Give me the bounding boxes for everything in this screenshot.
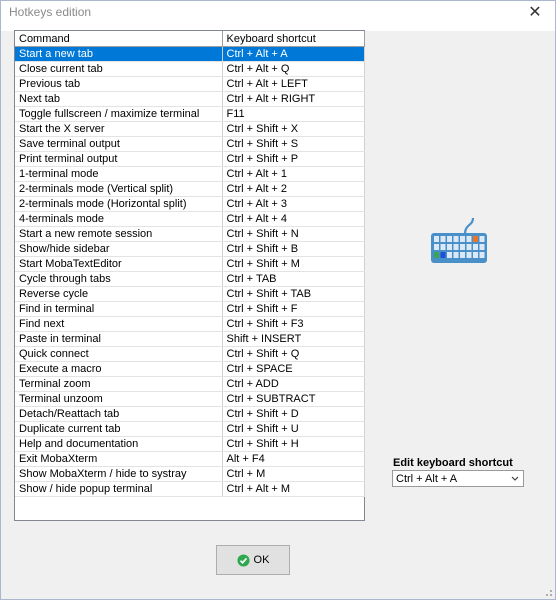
table-row[interactable]	[15, 452, 364, 467]
command-cell: Find in terminal	[15, 302, 222, 317]
window-title: Hotkeys edition	[9, 5, 92, 19]
table-row[interactable]	[15, 47, 364, 62]
shortcut-cell: Ctrl + Shift + P	[222, 152, 364, 167]
shortcut-cell: Ctrl + M	[222, 467, 364, 482]
resize-grip-icon[interactable]	[543, 587, 553, 597]
shortcut-cell: Ctrl + ADD	[222, 377, 364, 392]
shortcut-cell: Ctrl + Shift + H	[222, 437, 364, 452]
command-cell: Next tab	[15, 92, 222, 107]
command-cell: Cycle through tabs	[15, 272, 222, 287]
table-row[interactable]	[15, 317, 364, 332]
table-row[interactable]	[15, 422, 364, 437]
command-cell: Show MobaXterm / hide to systray	[15, 467, 222, 482]
table-row[interactable]	[15, 437, 364, 452]
table-row[interactable]	[15, 77, 364, 92]
table-row[interactable]	[15, 332, 364, 347]
command-cell: Save terminal output	[15, 137, 222, 152]
table-row[interactable]	[15, 482, 364, 497]
table-row[interactable]	[15, 272, 364, 287]
table-body	[15, 47, 364, 497]
shortcut-cell: Ctrl + Shift + S	[222, 137, 364, 152]
table-row[interactable]	[15, 182, 364, 197]
command-cell: Terminal zoom	[15, 377, 222, 392]
hotkeys-table[interactable]	[14, 30, 365, 521]
shortcut-cell: Ctrl + SPACE	[222, 362, 364, 377]
shortcut-cell: Ctrl + Alt + M	[222, 482, 364, 497]
command-cell: Toggle fullscreen / maximize terminal	[15, 107, 222, 122]
shortcut-cell: Ctrl + Shift + Q	[222, 347, 364, 362]
command-cell: Paste in terminal	[15, 332, 222, 347]
command-cell: Start the X server	[15, 122, 222, 137]
command-cell: Show/hide sidebar	[15, 242, 222, 257]
command-cell: Show / hide popup terminal	[15, 482, 222, 497]
table-row[interactable]	[15, 467, 364, 482]
column-header-shortcut[interactable]: Keyboard shortcut	[222, 31, 364, 47]
ok-button[interactable]	[216, 545, 290, 575]
command-cell: Execute a macro	[15, 362, 222, 377]
check-circle-icon	[237, 554, 250, 567]
shortcut-cell: Ctrl + Shift + U	[222, 422, 364, 437]
shortcut-cell: Ctrl + Shift + B	[222, 242, 364, 257]
table-header	[15, 31, 364, 47]
command-cell: Reverse cycle	[15, 287, 222, 302]
command-cell: Duplicate current tab	[15, 422, 222, 437]
table-row[interactable]	[15, 377, 364, 392]
table-row[interactable]	[15, 227, 364, 242]
shortcut-cell: Ctrl + Alt + 3	[222, 197, 364, 212]
shortcut-cell: Alt + F4	[222, 452, 364, 467]
shortcut-dropdown[interactable]	[392, 470, 524, 487]
table-row[interactable]	[15, 167, 364, 182]
command-cell: Detach/Reattach tab	[15, 407, 222, 422]
table-row[interactable]	[15, 347, 364, 362]
command-cell: 2-terminals mode (Vertical split)	[15, 182, 222, 197]
shortcut-cell: Ctrl + Alt + 4	[222, 212, 364, 227]
close-icon: ✕	[528, 4, 542, 21]
table-row[interactable]	[15, 197, 364, 212]
shortcut-cell: Ctrl + Alt + Q	[222, 62, 364, 77]
shortcut-cell: Ctrl + Shift + X	[222, 122, 364, 137]
command-cell: Start MobaTextEditor	[15, 257, 222, 272]
shortcut-cell: Ctrl + Shift + M	[222, 257, 364, 272]
command-cell: Previous tab	[15, 77, 222, 92]
shortcut-cell: F11	[222, 107, 364, 122]
table-row[interactable]	[15, 62, 364, 77]
command-cell: Print terminal output	[15, 152, 222, 167]
keyboard-icon	[429, 216, 489, 266]
command-cell: 4-terminals mode	[15, 212, 222, 227]
table-row[interactable]	[15, 287, 364, 302]
shortcut-cell: Ctrl + Shift + N	[222, 227, 364, 242]
shortcut-cell: Ctrl + Alt + RIGHT	[222, 92, 364, 107]
ok-label: OK	[253, 554, 270, 566]
shortcut-cell: Ctrl + TAB	[222, 272, 364, 287]
shortcut-cell: Ctrl + Alt + A	[222, 47, 364, 62]
table-row[interactable]	[15, 242, 364, 257]
shortcut-cell: Ctrl + Alt + 1	[222, 167, 364, 182]
command-cell: Start a new tab	[15, 47, 222, 62]
command-cell: 1-terminal mode	[15, 167, 222, 182]
shortcut-cell: Ctrl + Shift + D	[222, 407, 364, 422]
column-header-command[interactable]: Command	[15, 31, 222, 47]
table-row[interactable]	[15, 302, 364, 317]
chevron-down-icon	[510, 471, 520, 486]
close-button[interactable]	[515, 1, 555, 23]
table-row[interactable]	[15, 407, 364, 422]
command-cell: Find next	[15, 317, 222, 332]
command-cell: Close current tab	[15, 62, 222, 77]
table-row[interactable]	[15, 137, 364, 152]
command-cell: Quick connect	[15, 347, 222, 362]
table-row[interactable]	[15, 122, 364, 137]
command-cell: Terminal unzoom	[15, 392, 222, 407]
table-row[interactable]	[15, 92, 364, 107]
command-cell: Exit MobaXterm	[15, 452, 222, 467]
shortcut-cell: Ctrl + Alt + LEFT	[222, 77, 364, 92]
command-cell: 2-terminals mode (Horizontal split)	[15, 197, 222, 212]
shortcut-cell: Ctrl + Alt + 2	[222, 182, 364, 197]
shortcut-cell: Ctrl + Shift + TAB	[222, 287, 364, 302]
title-bar	[1, 1, 555, 31]
table-row[interactable]	[15, 362, 364, 377]
shortcut-dropdown-value: Ctrl + Alt + A	[396, 473, 458, 485]
table-row[interactable]	[15, 257, 364, 272]
shortcut-cell: Ctrl + Shift + F3	[222, 317, 364, 332]
command-cell: Help and documentation	[15, 437, 222, 452]
edit-shortcut-label: Edit keyboard shortcut	[393, 457, 513, 469]
shortcut-cell: Ctrl + SUBTRACT	[222, 392, 364, 407]
command-cell: Start a new remote session	[15, 227, 222, 242]
table-row[interactable]	[15, 212, 364, 227]
table-row[interactable]	[15, 107, 364, 122]
shortcut-cell: Shift + INSERT	[222, 332, 364, 347]
table-row[interactable]	[15, 152, 364, 167]
table-row[interactable]	[15, 392, 364, 407]
shortcut-cell: Ctrl + Shift + F	[222, 302, 364, 317]
